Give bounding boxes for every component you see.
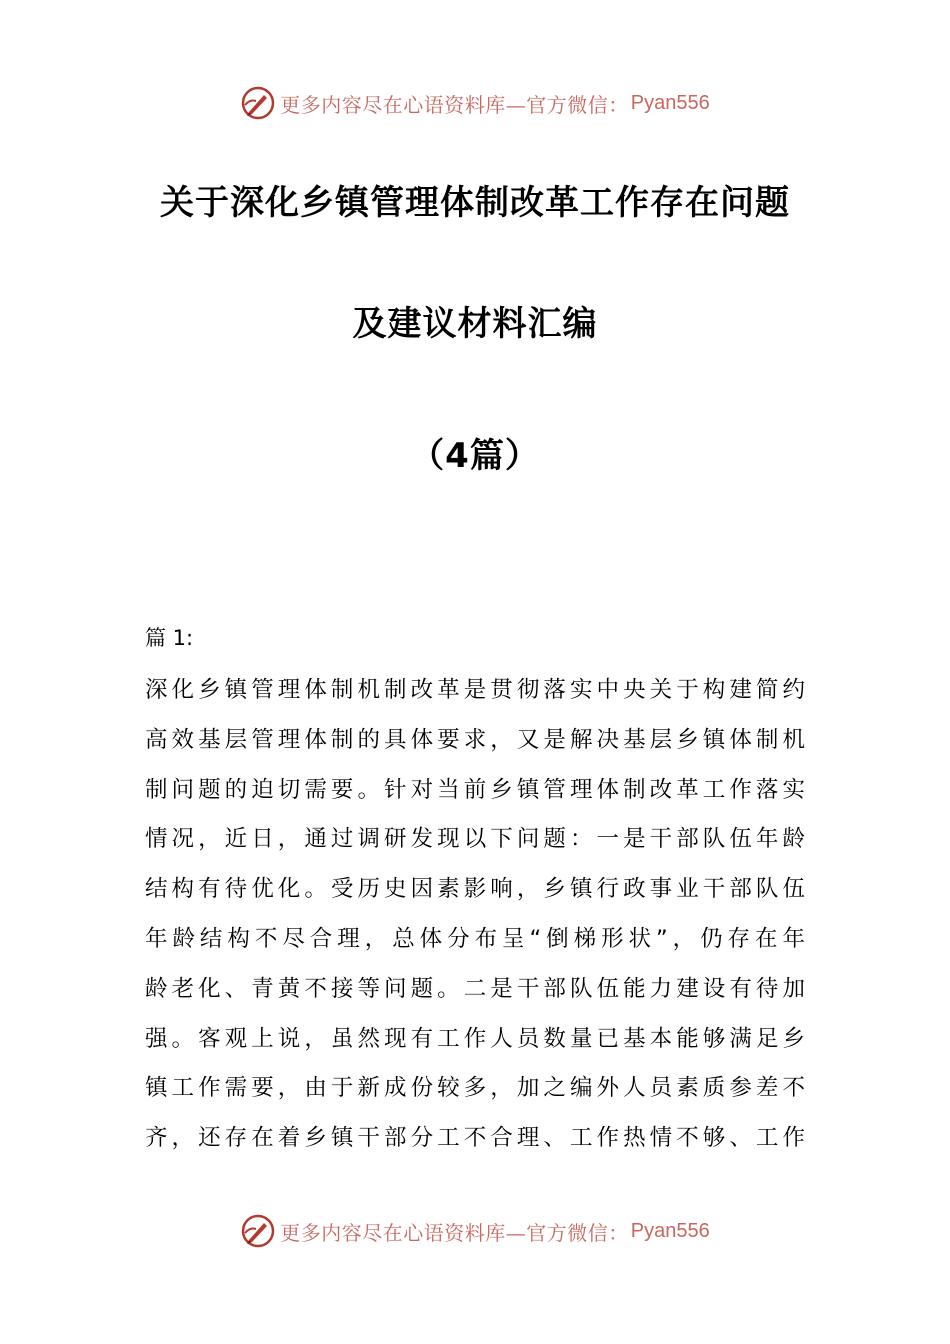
banner-wechat-id: Pyan556 xyxy=(630,1219,710,1242)
body-line: 镇工作需要，由于新成份较多，加之编外人员素质参差不 xyxy=(145,1075,805,1102)
header-banner xyxy=(0,78,950,128)
banner-text: 更多内容尽在心语资料库—官方微信： xyxy=(280,92,629,117)
body-line: 结构有待优化。受历史因素影响，乡镇行政事业干部队伍 xyxy=(145,876,805,903)
body-line: 齐，还存在着乡镇干部分工不合理、工作热情不够、工作 xyxy=(145,1125,805,1152)
document-title-line-2: 及建议材料汇编 xyxy=(352,304,598,344)
body-line: 年龄结构不尽合理，总体分布呈“倒梯形状”，仍存在年 xyxy=(145,925,805,952)
document-title-line-1: 关于深化乡镇管理体制改革工作存在问题 xyxy=(160,183,790,223)
body-line: 龄老化、青黄不接等问题。二是干部队伍能力建设有待加 xyxy=(145,975,805,1002)
body-line: 强。客观上说，虽然现有工作人员数量已基本能够满足乡 xyxy=(145,1025,805,1052)
body-line: 高效基层管理体制的具体要求，又是解决基层乡镇体制机 xyxy=(145,726,805,753)
banner-wechat-id: Pyan556 xyxy=(630,91,710,114)
body-paragraph xyxy=(145,668,805,1166)
pen-circle-icon xyxy=(240,85,276,121)
body-line: 制问题的迫切需要。针对当前乡镇管理体制改革工作落实 xyxy=(145,776,805,803)
section-label: 篇 1: xyxy=(145,626,194,650)
banner-text: 更多内容尽在心语资料库—官方微信： xyxy=(280,1220,629,1245)
document-title-count: （4篇） xyxy=(410,436,540,476)
pen-circle-icon xyxy=(240,1213,276,1249)
body-line: 情况，近日，通过调研发现以下问题：一是干部队伍年龄 xyxy=(145,826,805,853)
body-line: 深化乡镇管理体制机制改革是贯彻落实中央关于构建简约 xyxy=(145,677,805,703)
footer-banner xyxy=(0,1206,950,1256)
